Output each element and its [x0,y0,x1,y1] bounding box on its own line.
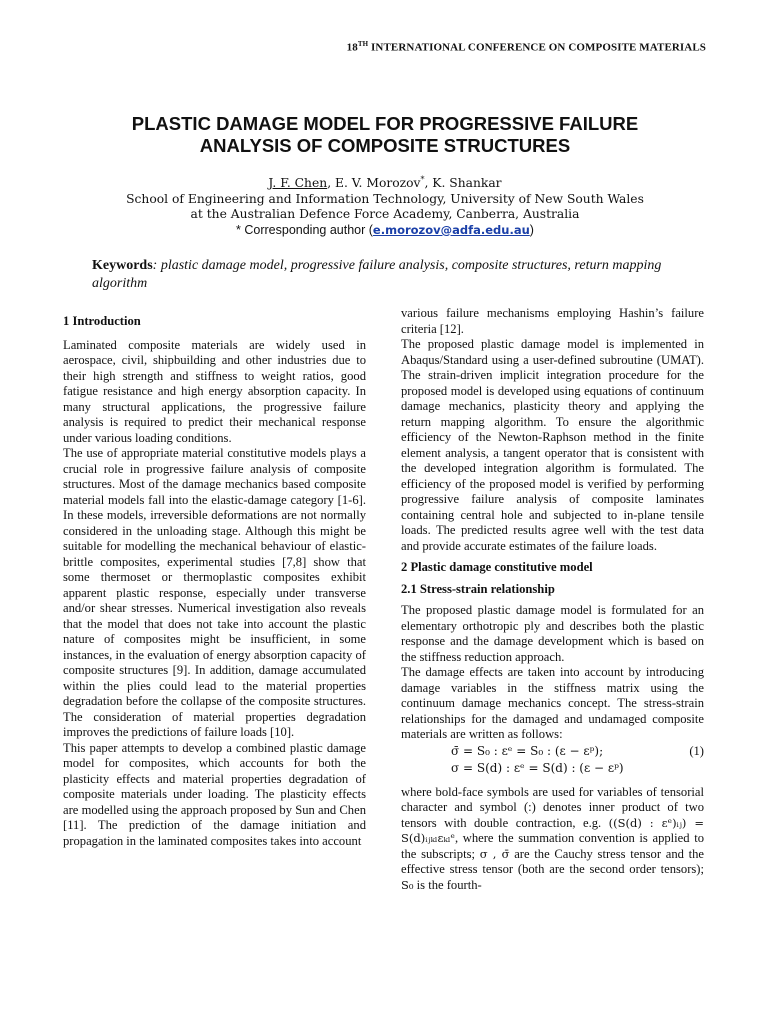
keywords-label: Keywords [92,258,153,273]
paper-title [60,113,710,157]
paragraph: The proposed plastic damage model is implemented in Abaqus/Standard using a user-defined subroutine (UMAT). The strain-driven implicit integration procedure for the proposed model is developed using equations of continuum damage mechanics, plasticity theory and applying the return mapping algorithm. To ensure the algorithmic efficiency of the Newton-Raphson method in the finite element analysis, a tangent operator that is consistent with the developed integration algorithm is formulated. The efficiency of the proposed model is verified by performing progressive failure analysis of composite laminates containing central hole and subjected to in-plane tensile loads. The predicted results agree well with the test data and provide accurate estimates of the failure loads. [401,337,704,553]
equation-line-1: σ̄ = S₀ : εᵉ = S₀ : (ε − εᵖ); [451,743,604,758]
author-list: J. F. Chen, E. V. Morozov*, K. Shankar [268,175,502,191]
author-1: J. F. Chen [268,176,328,191]
paragraph: The damage effects are taken into account by introducing damage variables in the stiffness matrix using the continuum damage mechanics concept. The stress-strain relationships for the damaged and undamaged composite materials are written as follows: [401,665,704,741]
email-link[interactable]: e.morozov@adfa.edu.au [372,222,530,237]
author-block [60,172,710,238]
paragraph: The proposed plastic damage model is formulated for an elementary orthotropic ply and describes both the plastic response and the damage development which is based on the stiffness reduction approach. [401,603,704,664]
corresponding-author: * Corresponding author (e.morozov@adfa.edu.au) [236,222,534,237]
author-2: E. V. Morozov [335,176,421,191]
paragraph: This paper attempts to develop a combined plastic damage model for composites, which accounts for both the plasticity effects and material properties degradation of composite materials under loading. The plasticity effects are modelled using the approach proposed by Sun and Chen [11]. The prediction of the damage initiation and propagation in the laminated composites takes into account [63,740,366,848]
equation-number: (1) [689,743,704,758]
section-heading-introduction: 1 Introduction [63,314,141,328]
affiliation-line-1: School of Engineering and Information Technology, University of New South Wales [126,191,644,206]
keywords [92,257,682,293]
affiliation-line-2: at the Australian Defence Force Academy, Canberra, Australia [190,207,580,222]
paragraph: various failure mechanisms employing Hashin’s failure criteria [12]. [401,306,704,336]
left-column [63,314,366,849]
equation-1 [401,743,704,777]
conference-header: 18TH INTERNATIONAL CONFERENCE ON COMPOSITE MATERIALS [346,40,706,54]
paragraph: The use of appropriate material constitutive models plays a crucial role in progressive failure analysis of composite structures. Most of the damage mechanics based composite material models fall into the elastic-damage category [1-6]. In these models, irreversible deformations are not normally considered in the unloading stage. Although this might be suitable for modelling the mechanical behaviour of elastic-brittle composites, experimental studies [7,8] show that some thermoset or thermoplastic composites exhibit apparent plastic response, especially under transverse and/or shear stresses. Numerical investigation also reveals that the model that does not take into account the plastic nature of composites might be insufficient, in some instances, in the evaluation of energy absorption capacity of composite structures [9]. In addition, damage accumulated within the plies could lead to the material properties degradation before the collapse of the composite structures. The consideration of material properties degradation improves the predictions of failure loads [10]. [63,446,366,739]
right-column [401,306,704,893]
title-line-2: ANALYSIS OF COMPOSITE STRUCTURES [199,135,571,156]
keywords-text: : plastic damage model, progressive failure analysis, composite structures, return mapping algorithm [92,258,662,291]
paragraph: where bold-face symbols are used for variables of tensorial character and symbol (:) denotes inner product of two tensors with double contraction, e.g. ((S(d) : εᵉ)ᵢⱼ) = S(d)ᵢⱼₖₗεₖₗᵉ, where the summation convention is applied to the subscripts; σ , σ̄ are the Cauchy stress tensor and the effective stress tensor (both are the second order tensors); S₀ is the fourth- [401,784,705,892]
paragraph: Laminated composite materials are widely used in aerospace, civil, shipbuilding and other industries due to their high strength and stiffness to weight ratios, good fatigue resistance and high energy absorption capacity. In many structural applications, the progressive failure analysis is required to predict their mechanical response under various loading conditions. [63,337,366,445]
section-heading-2: 2 Plastic damage constitutive model [401,560,593,574]
author-3: K. Shankar [432,176,502,191]
title-line-1: PLASTIC DAMAGE MODEL FOR PROGRESSIVE FAILURE [131,113,639,134]
equation-line-2: σ = S(d) : εᵉ = S(d) : (ε − εᵖ) [451,760,624,775]
section-heading-2-1: 2.1 Stress-strain relationship [401,581,555,596]
